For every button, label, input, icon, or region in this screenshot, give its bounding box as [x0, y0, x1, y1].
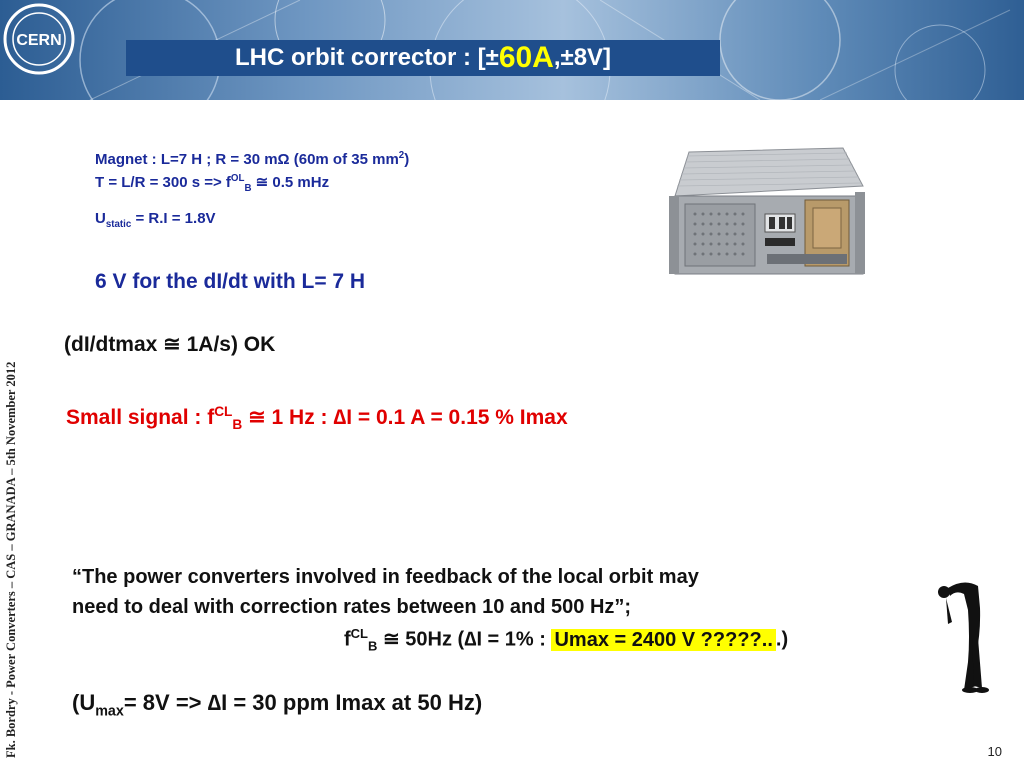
didt-voltage-line: 6 V for the dI/dt with L= 7 H: [95, 270, 366, 293]
sidebar-footer-text: Fk. Bordry - Power Converters – CAS – GRANADA – 5th November 2012: [4, 361, 18, 758]
title-current-value: 60A: [498, 41, 554, 74]
header-banner: [0, 0, 1024, 100]
spec-magnet-line: Magnet : L=7 H ; R = 30 mΩ (60m of 35 $mm^2$): [95, 150, 410, 168]
didt-max-ok-line: (dI/dtmax ≅ 1A/s) OK: [64, 333, 276, 356]
spec-time-constant-line: T = L/R = 300 $s => f^{OL}_B$ ≅ 0.5 mHz: [95, 173, 330, 194]
quote-line-3: $f^{CL}_B$ ≅ 50Hz (∆I = 1% : Umax = 2400 V ?????.. .): [344, 626, 789, 654]
umax-highlight: Umax = 2400 V ?????..: [551, 629, 775, 651]
umax-conclusion-line: ($U_{max}= 8V => \Delta I = 30$ ppm Imax at 50 Hz): [72, 690, 483, 720]
quote-line-1: “The power converters involved in feedback of the local orbit may: [72, 566, 699, 588]
dejected-figure-icon: [934, 578, 994, 696]
quote-line-2: need to deal with correction rates between 10 and 500 Hz”;: [72, 596, 632, 618]
title-suffix: ,±8V]: [553, 44, 612, 71]
page-number: 10: [987, 744, 1002, 759]
cern-logo-icon: [0, 0, 78, 78]
title-prefix: LHC orbit corrector : [±: [234, 44, 499, 71]
power-converter-photo: [667, 142, 867, 278]
slide-title: [126, 40, 720, 76]
small-signal-line: Small signal : $f^{CL}_B$ ≅ 1 Hz : ∆I = 0.1 A = 0.15 % Imax: [66, 404, 568, 433]
spec-static-voltage-line: $U_{static} = R.I = 1.8V$: [95, 210, 216, 230]
cern-logo-text: CERN: [16, 32, 62, 49]
